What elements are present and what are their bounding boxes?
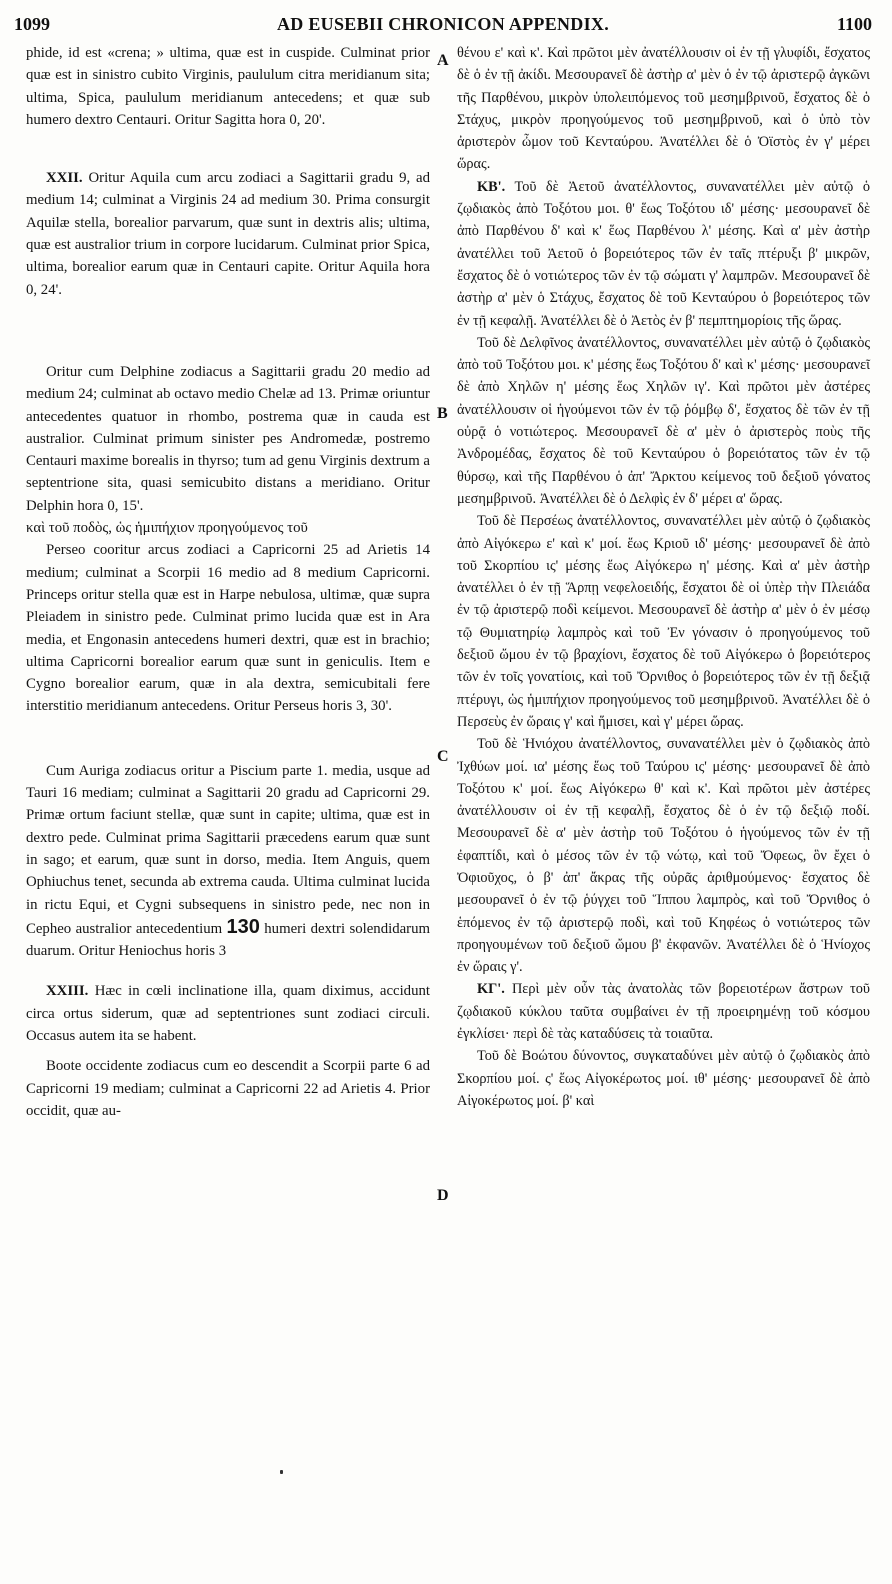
margin-letter-d: D bbox=[437, 1187, 449, 1204]
greek-paragraph: Τοῦ δὲ Δελφῖνος ἀνατέλλοντος, συνανατέλλει μὲν αὐτῷ ὁ ζῳδιακὸς ἀπὸ τοῦ Τοξότου μοι. κ' μέσης ἕως Τοξότου δ' καὶ κ' μέσης· μεσουρανεῖ δὲ ἀπὸ Χηλῶν η' μέσης ἕως Χηλῶν ιγ'. Καὶ πρῶτοι μὲν ἀστέρες ἀνατέλλουσιν οἱ ἡγούμενοι τῶν ἐν τῷ ῥόμβῳ δ', ἔσχατος δὲ τῶν ἐν τῇ οὐρᾷ ὁ νοτιώτερος. Μεσουρανεῖ δὲ α' μὲν ὁ ἀριστερὸς ποὺς τῆς Ἀνδρομέδας, ἔσχατος δὲ τοῦ Κενταύρου ὁ βορειότατος τῶν ἐν τῷ θύρσῳ, καὶ τῆς Παρθένου ὁ ἀπ' Ἄρκτου κείμενος τοῦ δεξιοῦ γόνατος μεσημβρινοῦ. Ἀνατέλλει δὲ ὁ Δελφὶς ἐν δ' μέρει α' ὥρας. bbox=[457, 334, 870, 507]
running-head bbox=[14, 14, 872, 36]
line-number: 130 bbox=[226, 915, 260, 938]
latin-paragraph: Boote occidente zodiacus cum eo descendit a Scorpii parte 6 ad Capricorni 19 mediam; culminat a Capricorni 22 ad Arietis 4. Prior occidit, quæ au- bbox=[26, 1058, 430, 1119]
greek-column bbox=[457, 42, 870, 1112]
section-number: ΚΒ'. bbox=[477, 178, 506, 195]
latin-paragraph: Oritur cum Delphine zodiacus a Sagittarii gradu 20 medio ad medium 24; culminat ab octavo medio Chelæ ad 13. Primæ oriuntur antecedentes quatuor in rhombo, postrema quæ in cauda est australior. Culminat primum sinister pes Andromedæ, postremo Centauri maxime borealis in thyrso; tum ad genu Virginis dextrum a septentrione sita, quasi semicubito distans a meridiano. Oritur Delphin hora 0, 15'. bbox=[26, 363, 430, 514]
greek-carryover-line: καὶ τοῦ ποδὸς, ὡς ἡμιπήχιον προηγούμενος τοῦ bbox=[26, 520, 308, 537]
latin-paragraph-text: Hæc in cœli inclinatione illa, quam diximus, accidunt circa ortus siderum, quæ ad septentriones sunt zodiaci circuli. Occasus autem ita se habent. bbox=[26, 983, 430, 1044]
greek-paragraph: Τοῦ δὲ Ἡνιόχου ἀνατέλλοντος, συνανατέλλει μὲν ὁ ζῳδιακὸς ἀπὸ Ἰχθύων μοί. ια' μέσης ἕως τοῦ Ταύρου ις' μέσης· μεσουρανεῖ δὲ ἀπὸ Τοξότου κ' μοί. ἕως Αἰγόκερω θ' καὶ κ'. Καὶ πρῶτοι μὲν ἀστέρες ἀνατέλλουσιν οἱ ἐν τῇ κεφαλῇ, ἔσχατος δὲ ὁ ἐν τῷ δεξιῷ ποδί. Μεσουρανεῖ δὲ α' μὲν ἀστὴρ τοῦ Τοξότου ὁ ἡγούμενος τῶν ἐν τῇ ἐφαπτίδι, καὶ ὁ μέσος τῶν ἐν τῷ νώτῳ, καὶ τοῦ Ὄφεως, ὃν ἔχει ὁ Ὀφιοῦχος, ὁ β' ἀπ' ἄκρας τῆς οὐρᾶς ἀριθμούμενος· ἔσχατος δὲ μεσουρανεῖ ὁ ἐν τῷ ῥύγχει τοῦ Ἵππου λαμπρὸς, καὶ τοῦ Ὄρνιθος ὁ ἑπόμενος ἐν τῷ ἀριστερῷ ποδὶ, καὶ τοῦ Κηφέως ὁ νοτιώτερος τῶν προηγουμένων τοῦ δεξιοῦ ὤμου β' ἐκφανῶν. Ἀνατέλλει δὲ ὁ Ἡνίοχος ἐν ὥραις γ'. bbox=[457, 736, 870, 976]
latin-paragraph-text: Cum Auriga zodiacus oritur a Piscium parte 1. media, usque ad Tauri 16 mediam; culminat a Sagittarii 20 gradu ad Capricorni 29. Primæ ortum faciunt stellæ, quæ sunt in capite; ultima, quæ est in dextro pede. Culminat prima Sagittarii præcedens earum quæ sunt in sago; et earum, quæ sunt in dorso, media. Item Anguis, quem Ophiuchus tenet, secunda ab extrema cauda. Ultima culminat lucida in rictu Equi, et Cygni subsequens in sinistro pede, nec non in Cepheo australior antecedentium bbox=[26, 762, 430, 937]
greek-paragraph bbox=[457, 176, 870, 332]
section-number: XXII. bbox=[46, 170, 83, 187]
running-title: AD EUSEBII CHRONICON APPENDIX. bbox=[276, 14, 610, 34]
latin-column bbox=[26, 42, 430, 1122]
latin-paragraph: phide, id est «crena; » ultima, quæ est in cuspide. Culminat prior quæ est in sinistro cubito Virginis, paululum citra meridianum sita; ultima, Spica, paululum meridianum antecedens; et quæ sub humero dextro Centauri. Oritur Sagitta hora 0, 20'. bbox=[26, 45, 430, 128]
latin-paragraph-text: humeri dextri solendidarum duarum. Oritur Heniochus horis 3 bbox=[26, 920, 431, 960]
greek-paragraph: Τοῦ δὲ Βοώτου δύνοντος, συγκαταδύνει μὲν αὐτῷ ὁ ζῳδιακὸς ἀπὸ Σκορπίου μοί. ς' ἕως Αἰγοκέρωτος μοί. ιθ' μέσης· μεσουρανεῖ δὲ ἀπὸ Αἰγοκέρωτος μοί. β' καὶ bbox=[457, 1048, 870, 1109]
margin-letter-c: C bbox=[437, 748, 449, 765]
ink-speck bbox=[280, 1470, 283, 1474]
margin-letter-b: B bbox=[437, 405, 448, 422]
latin-paragraph bbox=[26, 167, 430, 301]
section-number: XXIII. bbox=[46, 983, 89, 1000]
greek-paragraph bbox=[457, 978, 870, 1045]
margin-letter-a: A bbox=[437, 52, 449, 69]
section-number: ΚΓ'. bbox=[477, 981, 505, 998]
latin-paragraph: Perseo cooritur arcus zodiaci a Capricorni 25 ad Arietis 14 medium; culminat a Scorpii 16 medio ad 8 medium Capricorni. Princeps oritur stella quæ est in Harpe nebulosa, ultimæ, quæ supra Pleiadem in sinistro pede. Culminat primo lucida quæ est in Ara media, et Engonasin antecedens humeri dextri, quæ est in brachio; ultima Capricorni borealior earum quæ sunt in geniculis. Item e Cygno borealior earum, quæ in ala dextra, semicubitali fere interstitio meridianum antecedens. Oritur Perseus horis 3, 30'. bbox=[26, 542, 430, 715]
latin-paragraph bbox=[26, 980, 430, 1047]
latin-paragraph-text: Oritur Aquila cum arcu zodiaci a Sagittarii gradu 9, ad medium 14; culminat a Virginis 24 ad medium 30. Prima consurgit Aquilæ stella, borealior parvarum, quæ sunt in dextris alis; ultima, quæ est australior trium in corpore lucidarum. Culminat prior Spica, ultima, borealior earum quæ in Centauri capite. Oritur Aquila hora 0, 24'. bbox=[26, 170, 430, 298]
page-number-right: 1100 bbox=[836, 14, 872, 34]
greek-paragraph-text: Περὶ μὲν οὖν τὰς ἀνατολὰς τῶν βορειοτέρων ἄστρων τοῦ ζῳδιακοῦ κύκλου ταῦτα συμβαίνει ἐν τῇ προειρημένῃ τοῦ κόσμου ἐγκλίσει· περὶ δὲ τὰς καταδύσεις τὰ τοιαῦτα. bbox=[457, 981, 871, 1043]
greek-paragraph: θένου ε' καὶ κ'. Καὶ πρῶτοι μὲν ἀνατέλλουσιν οἱ ἐν τῇ γλυφίδι, ἔσχατος δὲ ὁ ἐν τῇ ἀκίδι. Μεσουρανεῖ δὲ ἀστὴρ α' μὲν ὁ ἐν τῷ ἀριστερῷ ἀγκῶνι τῆς Παρθένου, μικρὸν ὑπολειπόμενος τοῦ μεσημβρινοῦ, ἔσχατος δὲ ὁ Στάχυς, μικρὸν προηγούμενος τοῦ μεσημβρινοῦ, καὶ ὁ ὑπὸ τὸν ἀριστερὸν ὦμον τοῦ Κενταύρου. Ἀνατέλλει δὲ ὁ Ὀϊστὸς ἐν γ' μέρει ὥρας. bbox=[457, 45, 870, 173]
latin-paragraph bbox=[26, 760, 430, 963]
greek-paragraph: Τοῦ δὲ Περσέως ἀνατέλλοντος, συνανατέλλει μὲν αὐτῷ ὁ ζῳδιακὸς ἀπὸ Αἰγόκερω ε' καὶ κ' μοί. ἕως Κριοῦ ιδ' μέσης· μεσουρανεῖ δὲ ἀπὸ τοῦ Σκορπίου ις' μέσης ἕως Αἰγόκερω η' μέσης. Καὶ α' μὲν ἀστὴρ ἀνατέλλει ὁ ἐν τῇ Ἅρπῃ νεφελοειδής, ἔσχατοι δὲ οἱ ὑπὲρ τὴν Πλειάδα ἐν τῷ ἀριστερῷ ποδὶ κείμενοι. Μεσουρανεῖ δὲ ἀστὴρ α' μὲν ὁ ἐν μέσῳ τῷ Θυμιατηρίῳ λαμπρὸς καὶ τοῦ Ἐν γόνασιν ὁ προηγούμενος τοῦ δεξιοῦ ὤμου ἐν τῷ βραχίονι, ἔσχατος δὲ τοῦ Αἰγόκερω ὁ βορειότερος τῶν ἐν τοῖς γονατίοις, καὶ τοῦ Ὄρνιθος ὁ βορειότερος τῶν ἐν τῇ δεξιᾷ πτέρυγι, ὡς ἡμιπήχιον προηγούμενος τοῦ μεσημβρινοῦ. Ἀνατέλλει δὲ ὁ Περσεὺς ἐν ὥραις γ' καὶ ἥμισει, καὶ γ' μέρει ὥρας. bbox=[457, 513, 870, 730]
page-number-left: 1099 bbox=[14, 14, 50, 34]
greek-paragraph-text: Τοῦ δὲ Ἀετοῦ ἀνατέλλοντος, συνανατέλλει μὲν αὐτῷ ὁ ζῳδιακὸς ἀπὸ Τοξότου μοι. θ' ἕως Τοξότου ιδ' μέσης· μεσουρανεῖ δὲ ἀπὸ Παρθένου δ' καὶ κ' ἕως Παρθένου λ' μέσης. Καὶ α' μὲν ἀστὴρ ἀνατέλλει τοῦ Ἀετοῦ ὁ βορειότερος τῶν ἐν ταῖς πτέρυξι β' μικρῶν, ἔσχατος δὲ ὁ νοτιώτερος τῶν ἐν τῷ σώματι γ' λαμπρῶν. Μεσουρανεῖ δὲ ἀστὴρ α' μὲν ὁ Στάχυς, ἔσχατος δὲ τοῦ Κενταύρου ὁ βορειότερος τῶν ἐν τῇ κεφαλῇ. Ἀνατέλλει δὲ ὁ Ἀετὸς ἐν β' πεμπτημορίοις τῆς ὥρας. bbox=[457, 178, 870, 329]
